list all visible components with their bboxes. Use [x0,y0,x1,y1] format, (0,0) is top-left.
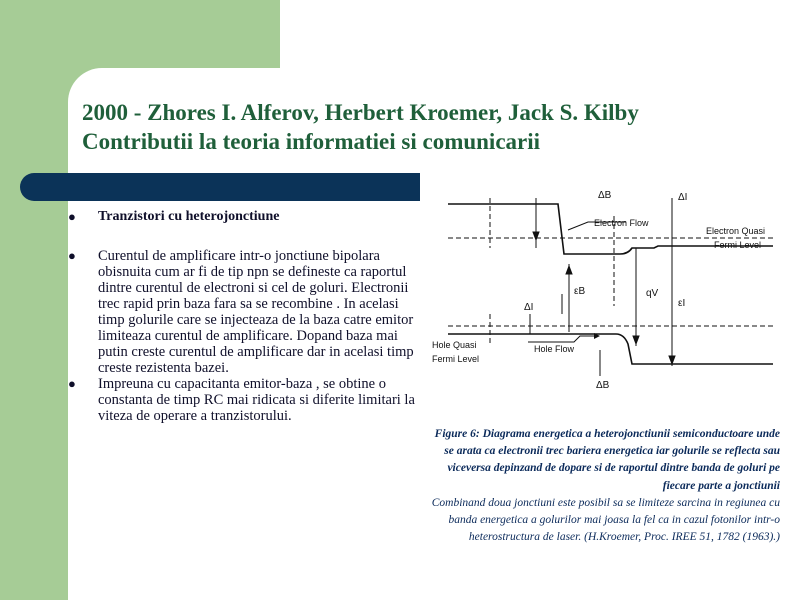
bullet-item [66,206,426,228]
heterojunction-band-diagram [428,186,778,426]
label-delta-b-bottom: ΔB [596,380,610,391]
label-electron-quasi: Electron Quasi [706,226,766,236]
label-hole-flow: Hole Flow [534,344,575,354]
valence-band-line [448,334,773,364]
bullet-item [66,248,426,376]
figure-caption [426,426,780,546]
label-hole-quasi: Hole Quasi [432,340,477,350]
slide-title [82,98,639,156]
hole-flow-arrow [528,336,594,342]
title-line-2: Contributii la teoria informatiei si comunicarii [82,129,541,154]
label-delta-i-top: ΔI [678,192,688,203]
label-fermi-level-left: Fermi Level [432,354,480,364]
label-qv: qV [646,288,659,299]
label-electron-flow: Electron Flow [594,218,649,228]
label-fermi-level-right: Fermi Level [714,240,762,250]
bullet-dot-icon: ● [68,376,76,391]
bullet-text: Curentul de amplificare intr-o jonctiune bipolara obisnuita cum ar fi de tip npn se defineste ca raportul dintre curentul de electroni si cel de goluri. Electronii trec rapid prin baza fara sa se recombine . In acelasi timp golurile care se injecteaza de la baza catre emitor limiteaza curentul de amplificare. Dopand baza mai putin creste curentul de amplificare dar in acelasi timp creste rezistenta bazei. [98,248,414,376]
bullet-dot-icon: ● [68,248,76,263]
label-epsilon-b: εB [574,286,586,297]
label-delta-b-top: ΔB [598,190,612,201]
bullet-item [66,376,426,424]
caption-normal-text: Combinand doua jonctiuni este posibil sa se limiteze sarcina in regiunea cu banda energetica a golurilor mai joasa la fel ca in cazul fotonilor intr-o heterostructura de laser. (H.Kroemer, Proc. IREE 51, 1782 (1963).) [431,496,780,544]
title-divider-bar [20,173,420,201]
bullet-text: Impreuna cu capacitanta emitor-baza , se obtine o constanta de timp RC mai ridicata si diferite limitari la viteza de operare a tranzistorului. [98,376,415,424]
label-delta-i-left: ΔI [524,302,534,313]
bullet-text: Tranzistori cu heterojonctiune [98,209,280,224]
title-line-1: 2000 - Zhores I. Alferov, Herbert Kroemer, Jack S. Kilby [82,100,639,125]
bullet-dot-icon: ● [68,209,76,224]
bullet-list [66,206,426,424]
caption-bold-text: Figure 6: Diagrama energetica a heterojonctiunii semiconductoare unde se arata ca electronii trec bariera energetica iar golurile se reflecta sau viceversa depinzand de dopare si de raportul dintre banda de goluri pe fiecare parte a jonctiunii [434,428,780,492]
green-left-stripe [0,0,68,600]
label-epsilon-i: εI [678,298,686,309]
